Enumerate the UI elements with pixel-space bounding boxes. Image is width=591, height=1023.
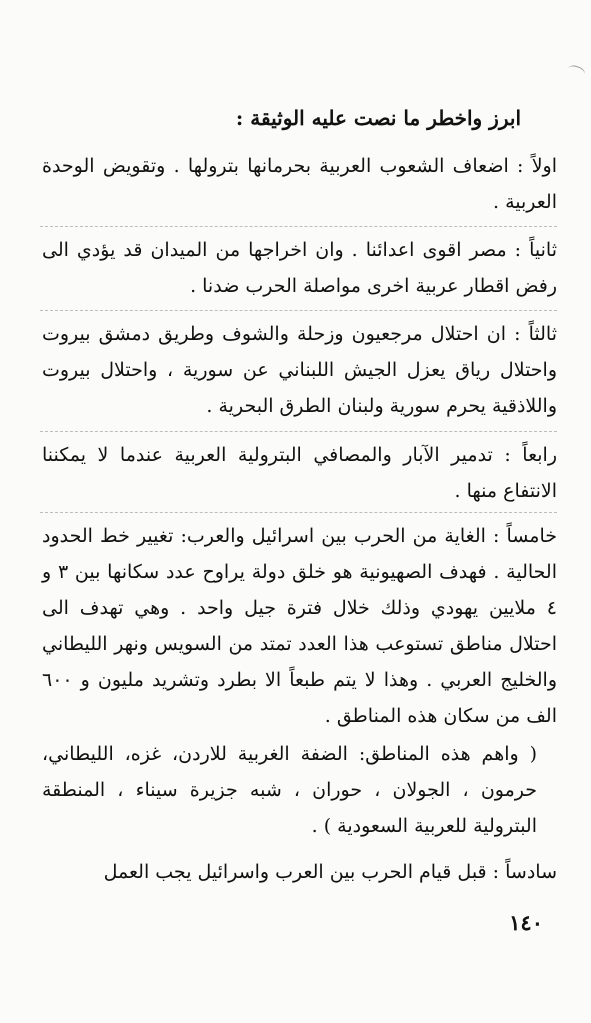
paragraph-second	[42, 232, 557, 304]
page-corner-mark	[566, 63, 587, 79]
paragraph-text: سادساً : قبل قيام الحرب بين العرب واسرائيل يجب العمل	[103, 861, 557, 883]
paragraph-text: اولاً : اضعاف الشعوب العربية بحرمانها بترولها . وتقويض الوحدة العربية .	[42, 155, 557, 213]
paragraph-first	[42, 148, 557, 220]
paragraph-fourth	[42, 437, 557, 509]
paragraph-third	[42, 316, 557, 424]
paragraph-text: ثالثاً : ان احتلال مرجعيون وزحلة والشوف وطريق دمشق بيروت واحتلال رياق يعزل الجيش اللبناني عن سورية ، واحتلال بيروت واللاذقية يحرم سورية ولبنان الطرق البحرية .	[42, 323, 557, 417]
paragraph-seventh	[42, 854, 557, 890]
section-heading: ابرز واخطر ما نصت عليه الوثيقة :	[235, 106, 521, 130]
paragraph-text: ( واهم هذه المناطق: الضفة الغربية للاردن، غزه، الليطاني، حرمون ، الجولان ، حوران ، شبه جزيرة سيناء ، المنطقة البترولية للعربية السعودية ) .	[42, 743, 537, 837]
divider	[40, 431, 557, 432]
paragraph-text: ثانياً : مصر اقوى اعدائنا . وان اخراجها من الميدان قد يؤدي الى رفض اقطار عربية اخرى مواصلة الحرب ضدنا .	[42, 239, 557, 297]
divider	[40, 310, 557, 311]
page-number: ١٤٠	[509, 910, 543, 935]
paragraph-text: خامساً : الغاية من الحرب بين اسرائيل والعرب: تغيير خط الحدود الحالية . فهدف الصهيونية هو خلق دولة يراوح عدد سكانها بين ٣ و ٤ ملايين يهودي وذلك خلال فترة جيل واحد . وهي تهدف الى احتلال مناطق تستوعب هذا العدد تمتد من السويس ونهر الليطاني والخليج العربي . وهذا لا يتم طبعاً الا بطرد وتشريد مليون و ٦٠٠ الف من سكان هذه المناطق .	[42, 525, 558, 727]
paragraph-sixth	[42, 736, 557, 844]
paragraph-fifth	[42, 518, 557, 734]
paragraph-text: رابعاً : تدمير الآبار والمصافي البترولية العربية عندما لا يمكننا الانتفاع منها .	[42, 444, 557, 502]
divider	[40, 512, 557, 513]
divider	[40, 226, 557, 227]
